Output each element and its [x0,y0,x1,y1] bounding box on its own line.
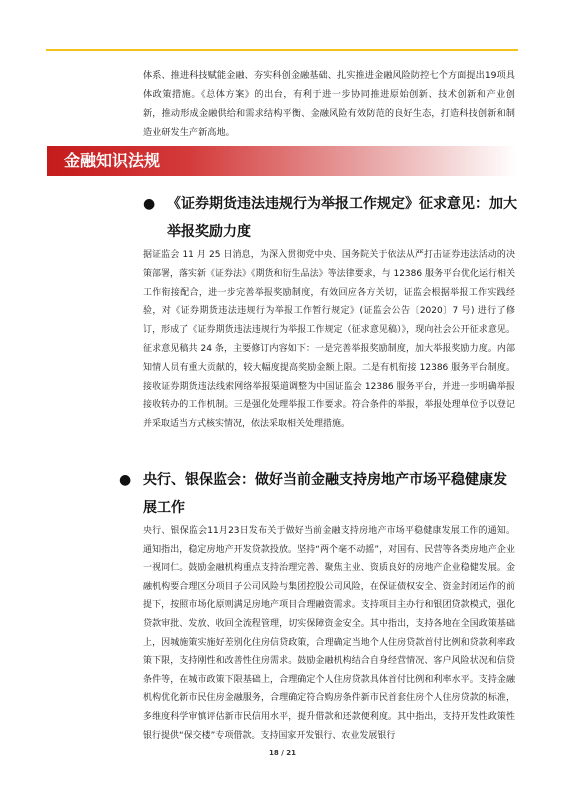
header-rule [46,49,518,51]
bullet-icon: ● [143,196,156,212]
article2-title: 央行、银保监会：做好当前金融支持房地产市场平稳健康发展工作 [143,472,507,516]
article2-body: 央行、银保监会11月23日发布关于做好当前金融支持房地产市场平稳健康发展工作的通知。通知指出，稳定房地产开发贷款投放。坚持“两个毫不动摇”，对国有、民营等各类房地产企业一视同仁。鼓励金融机构重点支持治理完善、聚焦主业、资质良好的房地产企业稳健发展。金融机构要合理区分项目子公司风险与集团控股公司风险，在保证债权安全、资金封闭运作的前提下，按照市场化原则满足房地产项目合理融资需求。支持项目主办行和银团贷款模式，强化贷款审批、发放、收回全流程管理，切实保障资金安全。其中指出，支持各地在全国政策基础上，因城施策实施好差别化住房信贷政策，合理确定当地个人住房贷款首付比例和贷款利率政策下限，支持刚性和改善性住房需求。鼓励金融机构结合自身经营情况、客户风险状况和信贷条件等，在城市政策下限基础上，合理确定个人住房贷款具体首付比例和利率水平。支持金融机构优化新市民住房金融服务，合理确定符合购房条件新市民首套住房个人住房贷款的标准，多维度科学审慎评估新市民信用水平，提升借款和还款便利度。其中指出，支持开发性政策性银行提供“保交楼”专项借款。支持国家开发银行、农业发展银行 [143,526,515,741]
section-banner [47,146,517,176]
article1-heading [143,190,518,246]
article2-heading [119,466,518,522]
article1-body: 据证监会 11 月 25 日消息，为深入贯彻党中央、国务院关于依法从严打击证券违法活动的决策部署，落实新《证券法》《期货和衍生品法》等法律要求，与 12386 服务平台优化运行相关工作衔接配合，进一步完善举报奖励制度，有效回应各方关切，证监会根据举报工作实践经验，对《证券期货违法违规行为举报工作暂行规定》(证监会公告〔2020〕7 号) 进行了修订，形成了《证券期货违法违规行为举报工作规定（征求意见稿）》，现向社会公开征求意见。征求意见稿共 24 条，主要修订内容如下：一是完善举报奖励制度，加大举报奖励力度。内部知情人员有重大贡献的，较大幅度提高奖励金额上限。二是有机衔接 12386 服务平台制度。接收证券期货违法线索网络举报渠道调整为中国证监会 12386 服务平台，并进一步明确举报接收转办的工作机制。三是强化处理举报工作要求。符合条件的举报，举报处理单位予以登记并采取适当方式核实情况，依法采取相关处理措施。 [143,250,515,430]
intro-paragraph: 体系、推进科技赋能金融、夯实科创金融基础、扎实推进金融风险防控七个方面提出19项具体政策措施。《总体方案》的出台，有利于进一步协同推进原始创新、技术创新和产业创新，推动形成金融供给和需求结构平衡、金融风险有效防范的良好生态，打造科技创新和制造业研发生产新高地。 [143,70,515,138]
article1-title: 《证券期货违法违规行为举报工作规定》征求意见：加大举报奖励力度 [167,196,517,240]
bullet-icon: ● [119,472,132,488]
section-title: 金融知识法规 [64,151,161,170]
page-number: 18 / 21 [269,749,296,757]
